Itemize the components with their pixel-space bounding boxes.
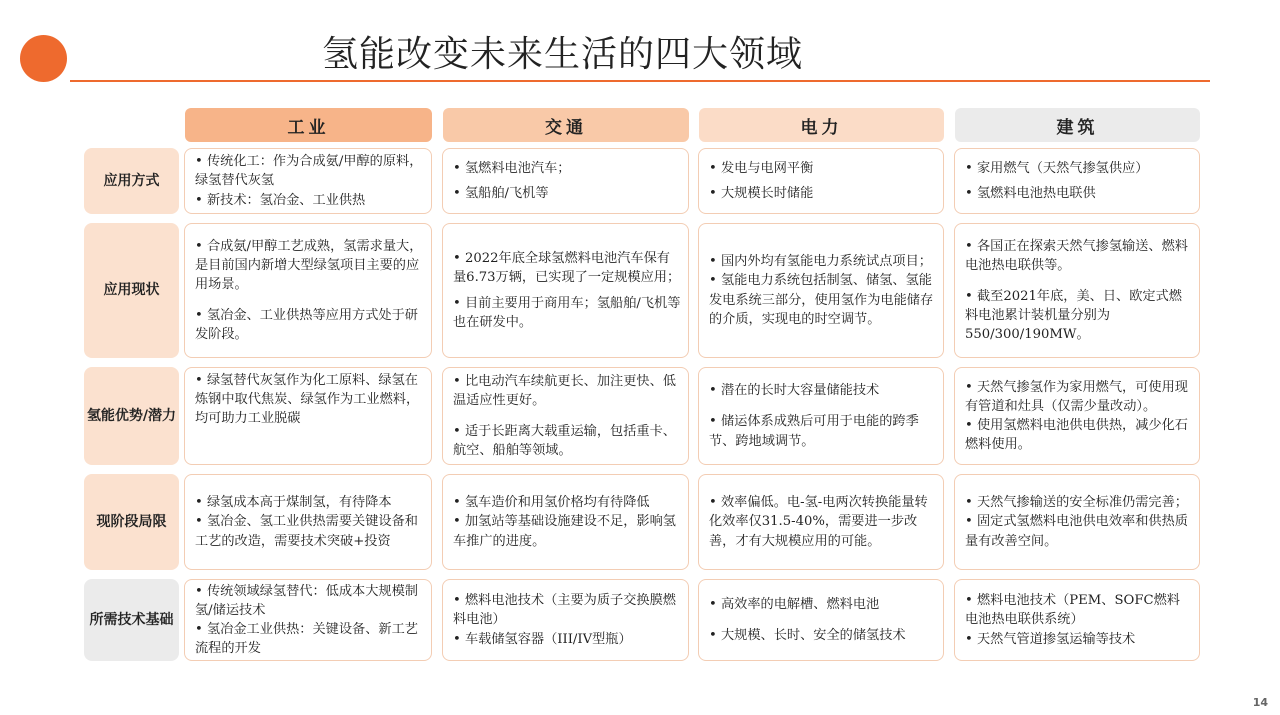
bullet-text: • 氢船舶/飞机等	[453, 184, 682, 203]
bullet-text: • 车载储氢容器（III/IV型瓶）	[453, 630, 682, 649]
cell-limitations-transport	[442, 474, 689, 570]
bullet-text: • 效率偏低。电-氢-电两次转换能量转化效率仅31.5-40%，需要进一步改善，才有大规模应用的可能。	[709, 493, 937, 550]
cell-advantages-power	[698, 367, 944, 465]
cell-current-status-industry	[184, 223, 432, 358]
orange-dot-logo	[20, 35, 67, 82]
bullet-text: • 氢冶金、氢工业供热需要关键设备和工艺的改造，需要技术突破+投资	[195, 512, 425, 550]
cell-tech-foundation-power	[698, 579, 944, 661]
bullet-text: • 绿氢成本高于煤制氢，有待降本	[195, 493, 425, 512]
cell-advantages-industry	[184, 367, 432, 465]
title-divider	[70, 80, 1210, 82]
bullet-text: • 氢燃料电池热电联供	[965, 184, 1193, 203]
row-label-limitations: 现阶段局限	[84, 474, 179, 570]
bullet-text: • 高效率的电解槽、燃料电池	[709, 595, 937, 614]
cell-application-mode-power	[698, 148, 944, 214]
page-title: 氢能改变未来生活的四大领域	[322, 34, 804, 75]
row-label-application-mode: 应用方式	[84, 148, 179, 214]
column-header-building: 建筑	[955, 108, 1200, 142]
cell-tech-foundation-building	[954, 579, 1200, 661]
bullet-text: • 适于长距离大载重运输，包括重卡、航空、船舶等领域。	[453, 422, 682, 460]
bullet-text: • 天然气掺氢作为家用燃气，可使用现有管道和灶具（仅需少量改动）。	[965, 378, 1193, 416]
bullet-text: • 传统领域绿氢替代：低成本大规模制氢/储运技术	[195, 582, 425, 620]
bullet-text: • 新技术：氢冶金、工业供热	[195, 191, 425, 210]
bullet-text: • 加氢站等基础设施建设不足，影响氢车推广的进度。	[453, 512, 682, 550]
bullet-text: • 家用燃气（天然气掺氢供应）	[965, 159, 1193, 178]
bullet-text: • 氢车造价和用氢价格均有待降低	[453, 493, 682, 512]
bullet-text: • 天然气管道掺氢运输等技术	[965, 630, 1193, 649]
page-number: 14	[1252, 696, 1268, 709]
bullet-text: • 目前主要用于商用车；氢船舶/飞机等也在研发中。	[453, 294, 682, 332]
bullet-text: • 比电动汽车续航更长、加注更快、低温适应性更好。	[453, 372, 682, 410]
cell-tech-foundation-transport	[442, 579, 689, 661]
bullet-text: • 发电与电网平衡	[709, 159, 937, 178]
bullet-text: • 潜在的长时大容量储能技术	[709, 381, 937, 400]
cell-current-status-transport	[442, 223, 689, 358]
bullet-text: • 截至2021年底，美、日、欧定式燃料电池累计装机量分别为550/300/190MW。	[965, 287, 1193, 344]
bullet-text: • 2022年底全球氢燃料电池汽车保有量6.73万辆，已实现了一定规模应用；	[453, 249, 682, 287]
bullet-text: • 氢燃料电池汽车；	[453, 159, 682, 178]
cell-application-mode-transport	[442, 148, 689, 214]
cell-limitations-industry	[184, 474, 432, 570]
bullet-text: • 燃料电池技术（主要为质子交换膜燃料电池）	[453, 591, 682, 629]
bullet-text: • 氢能电力系统包括制氢、储氢、氢能发电系统三部分，使用氢作为电能储存的介质，实现电的时空调节。	[709, 271, 937, 328]
bullet-text: • 氢冶金、工业供热等应用方式处于研发阶段。	[195, 306, 425, 344]
row-label-advantages: 氢能优势/潜力	[84, 367, 179, 465]
bullet-text: • 各国正在探索天然气掺氢输送、燃料电池热电联供等。	[965, 237, 1193, 275]
bullet-text: • 燃料电池技术（PEM、SOFC燃料电池热电联供系统）	[965, 591, 1193, 629]
cell-tech-foundation-industry	[184, 579, 432, 661]
cell-application-mode-building	[954, 148, 1200, 214]
bullet-text: • 使用氢燃料电池供电供热，减少化石燃料使用。	[965, 416, 1193, 454]
cell-current-status-building	[954, 223, 1200, 358]
bullet-text: • 绿氢替代灰氢作为化工原料、绿氢在炼钢中取代焦炭、绿氢作为工业燃料，均可助力工业脱碳	[195, 371, 425, 428]
bullet-text: • 传统化工：作为合成氨/甲醇的原料，绿氢替代灰氢	[195, 152, 425, 190]
column-header-industry: 工业	[185, 108, 432, 142]
row-label-current-status: 应用现状	[84, 223, 179, 358]
bullet-text: • 国内外均有氢能电力系统试点项目；	[709, 252, 937, 271]
cell-current-status-power	[698, 223, 944, 358]
column-header-power: 电力	[699, 108, 944, 142]
column-header-transport: 交通	[443, 108, 689, 142]
cell-limitations-power	[698, 474, 944, 570]
bullet-text: • 合成氨/甲醇工艺成熟，氢需求量大，是目前国内新增大型绿氢项目主要的应用场景。	[195, 237, 425, 294]
bullet-text: • 天然气掺输送的安全标准仍需完善；	[965, 493, 1193, 512]
cell-limitations-building	[954, 474, 1200, 570]
cell-application-mode-industry	[184, 148, 432, 214]
bullet-text: • 氢冶金工业供热：关键设备、新工艺流程的开发	[195, 620, 425, 658]
bullet-text: • 大规模长时储能	[709, 184, 937, 203]
bullet-text: • 储运体系成熟后可用于电能的跨季节、跨地域调节。	[709, 412, 937, 450]
cell-advantages-transport	[442, 367, 689, 465]
row-label-tech-foundation: 所需技术基础	[84, 579, 179, 661]
bullet-text: • 固定式氢燃料电池供电效率和供热质量有改善空间。	[965, 512, 1193, 550]
bullet-text: • 大规模、长时、安全的储氢技术	[709, 626, 937, 645]
cell-advantages-building	[954, 367, 1200, 465]
